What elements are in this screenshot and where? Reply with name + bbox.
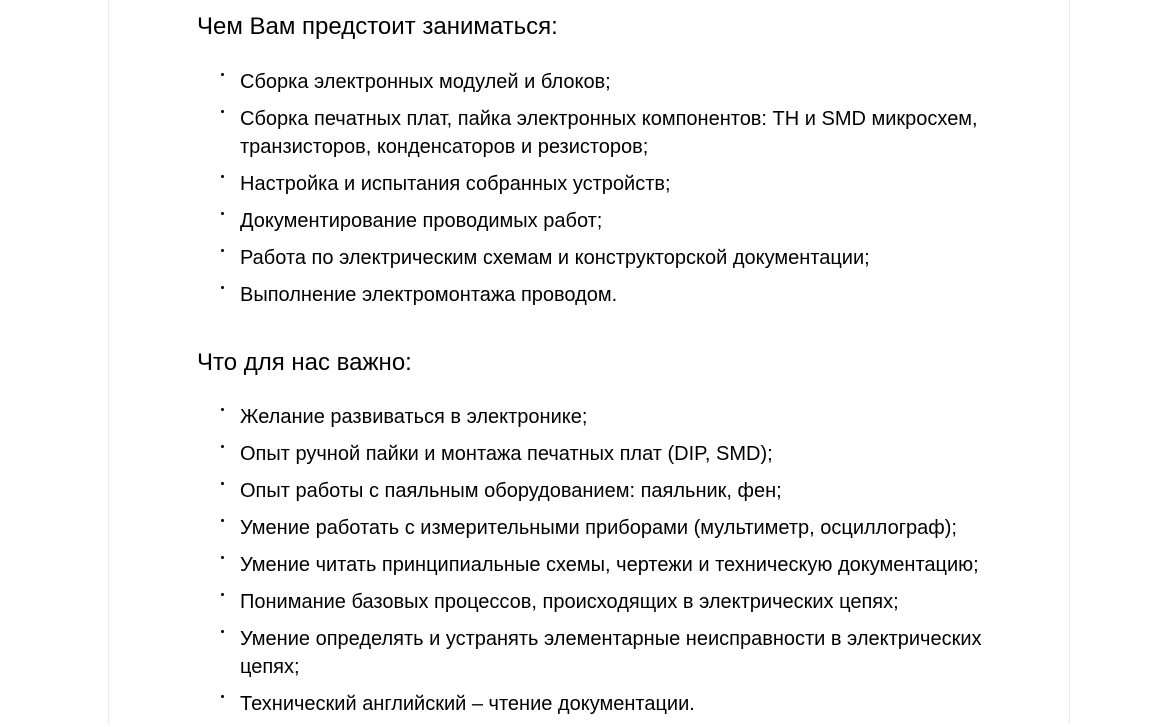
requirements-list bbox=[240, 403, 1020, 727]
list-item: Работа по электрическим схемам и конструкторской документации; bbox=[240, 244, 1020, 272]
list-item: Технический английский – чтение документации. bbox=[240, 690, 1020, 718]
list-item: Понимание базовых процессов, происходящих в электрических цепях; bbox=[240, 588, 1020, 616]
list-item: Сборка электронных модулей и блоков; bbox=[240, 68, 1020, 96]
list-item: Сборка печатных плат, пайка электронных компонентов: TH и SMD микросхем, транзисторов, конденсаторов и резисторов; bbox=[240, 105, 1020, 161]
list-item: Опыт работы с паяльным оборудованием: паяльник, фен; bbox=[240, 477, 1020, 505]
list-item: Опыт ручной пайки и монтажа печатных плат (DIP, SMD); bbox=[240, 440, 1020, 468]
list-item: Умение определять и устранять элементарные неисправности в электрических цепях; bbox=[240, 625, 1020, 681]
duties-list bbox=[240, 68, 1020, 318]
list-item: Документирование проводимых работ; bbox=[240, 207, 1020, 235]
section-title-requirements: Что для нас важно: bbox=[197, 349, 412, 376]
list-item: Выполнение электромонтажа проводом. bbox=[240, 281, 1020, 309]
list-item: Умение работать с измерительными приборами (мультиметр, осциллограф); bbox=[240, 514, 1020, 542]
section-title-duties: Чем Вам предстоит заниматься: bbox=[197, 13, 558, 40]
list-item: Умение читать принципиальные схемы, чертежи и техническую документацию; bbox=[240, 551, 1020, 579]
vacancy-content bbox=[108, 0, 1070, 724]
list-item: Настройка и испытания собранных устройств; bbox=[240, 170, 1020, 198]
list-item: Желание развиваться в электронике; bbox=[240, 403, 1020, 431]
